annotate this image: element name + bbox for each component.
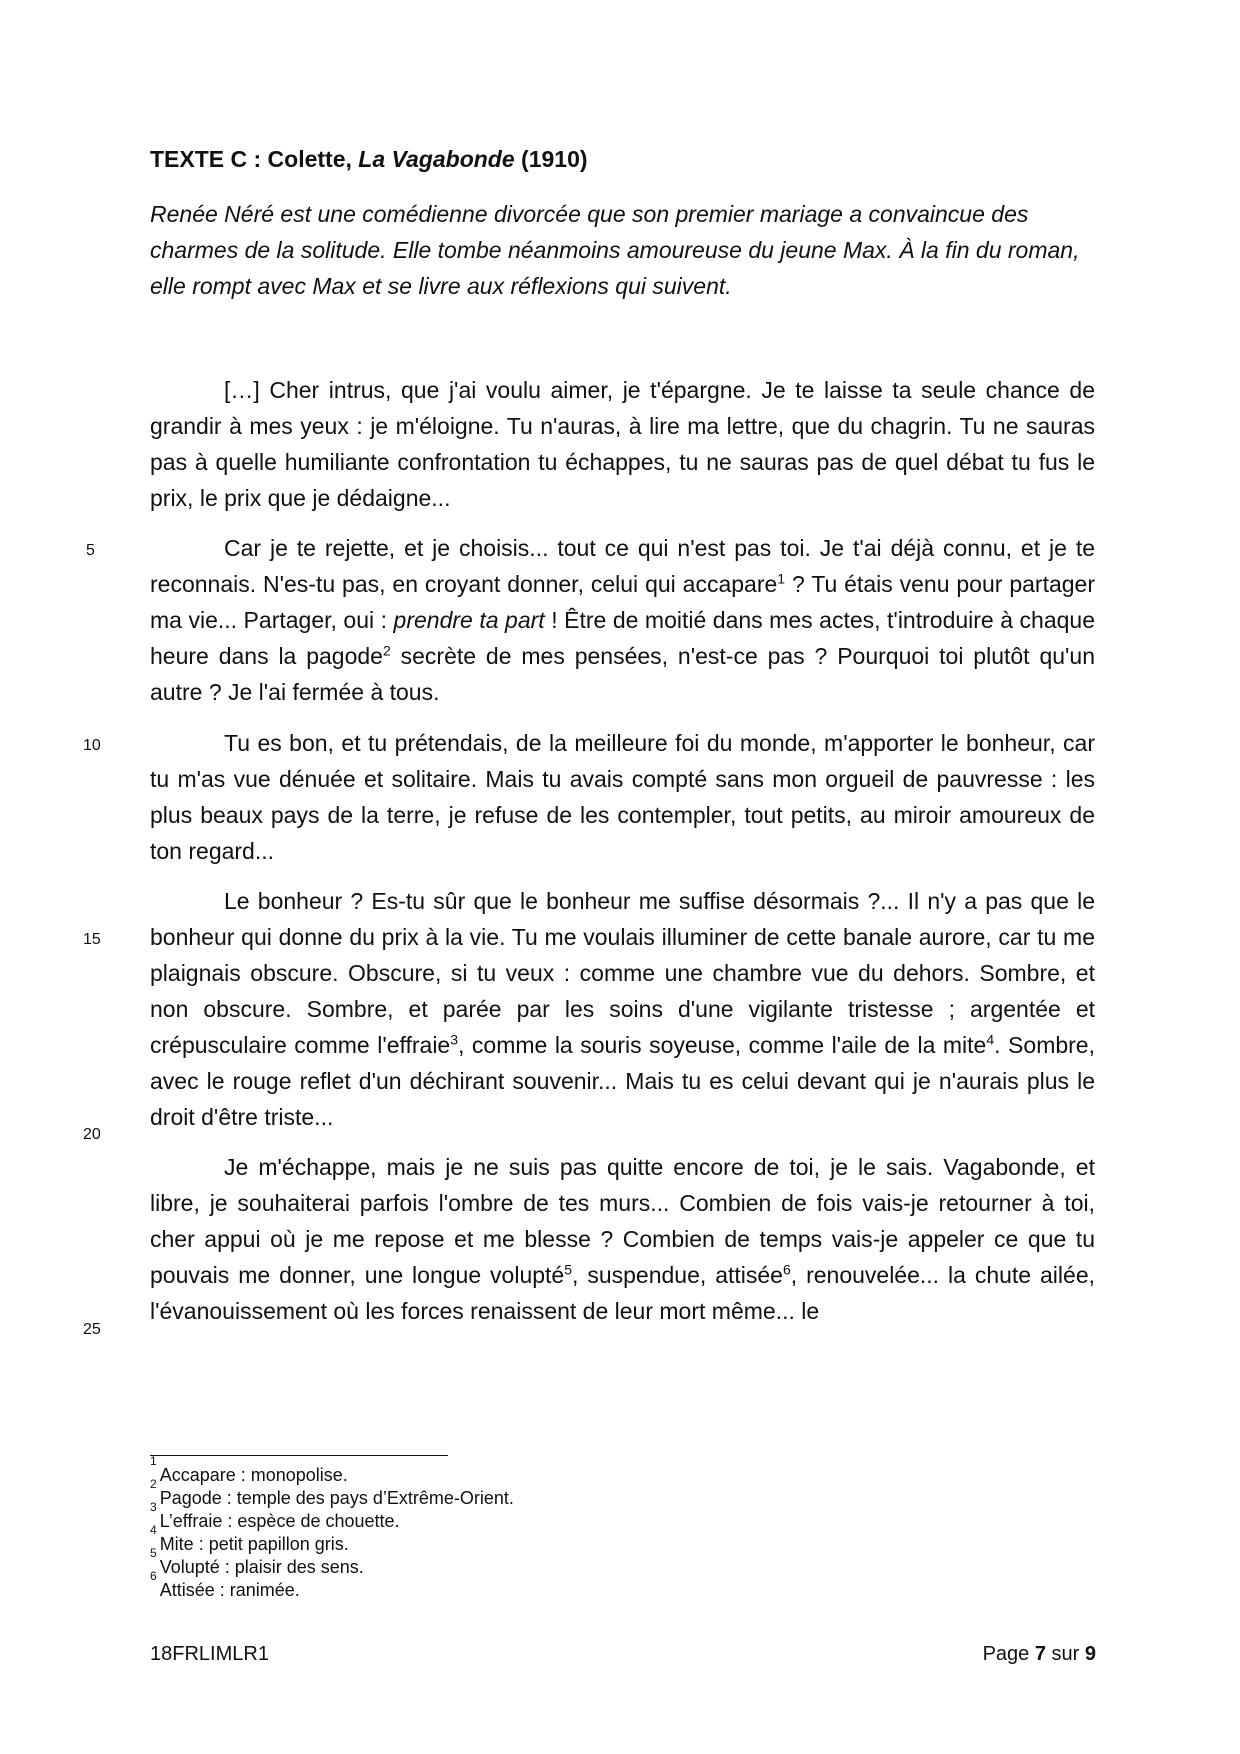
paragraph-4-text-b: , comme la souris soyeuse, comme l'aile de la mite bbox=[458, 1032, 987, 1058]
title-prefix: TEXTE C : Colette, bbox=[150, 146, 359, 172]
footnote-num: 5 bbox=[150, 1546, 157, 1560]
footnote-ref-1: 1 bbox=[777, 570, 786, 587]
footnote-text: L’effraie : espèce de chouette. bbox=[159, 1511, 400, 1531]
intro-paragraph: Renée Néré est une comédienne divorcée que son premier mariage a convaincue des charmes de la solitude. Elle tombe néanmoins amoureuse du jeune Max. À la fin du roman, elle rompt avec Max et se livre aux réflexions qui suivent. bbox=[150, 201, 1080, 299]
line-number-20: 20 bbox=[83, 1126, 101, 1143]
paragraph-2 bbox=[150, 530, 1095, 710]
footnote-text: Mite : petit papillon gris. bbox=[159, 1534, 349, 1554]
page-indicator bbox=[983, 1643, 1096, 1666]
page-current: 7 bbox=[1034, 1643, 1046, 1665]
paragraph-3 bbox=[150, 725, 1095, 869]
footnotes bbox=[150, 1454, 514, 1602]
line-number-15: 15 bbox=[83, 931, 101, 948]
footnote-item bbox=[150, 1546, 514, 1579]
footnote-ref-6: 6 bbox=[782, 1261, 791, 1278]
footnote-num: 3 bbox=[150, 1500, 157, 1514]
footnote-item bbox=[150, 1454, 514, 1487]
footnote-num: 2 bbox=[150, 1477, 157, 1491]
paragraph-2-text-d: ! Être de moitié dans mes actes, t'introduire à chaque heure dans la pagode bbox=[150, 607, 1095, 669]
paragraph-3-text: Tu es bon, et tu prétendais, de la meilleure foi du monde, m'apporter le bonheur, car tu m'as vue dénuée et solitaire. Mais tu avais compté sans mon orgueil de pauvresse : les plus beaux pays de la terre, je refuse de les contempler, tout petits, au miroir amoureux de ton regard... bbox=[150, 730, 1095, 864]
paragraph-2-text-a: Car je te rejette, et je choisis... tout ce qui n'est pas toi. Je t'ai déjà connu, et je te reconnais. N'es-tu pas, en croyant donner, celui qui accapare bbox=[150, 535, 1095, 597]
footnote-item bbox=[150, 1500, 514, 1533]
footnote-num: 4 bbox=[150, 1523, 157, 1537]
paragraph-5-text-a: Je m'échappe, mais je ne suis pas quitte encore de toi, je le sais. Vagabonde, et libre, je souhaiterai parfois l'ombre de tes murs... Combien de fois vais-je retourner à toi, cher appui où je me repose et me blesse ? Combien de temps vais-je appeler ce que tu pouvais me donner, une longue volupté bbox=[150, 1154, 1095, 1288]
footnote-ref-3: 3 bbox=[450, 1031, 459, 1048]
document-title bbox=[150, 146, 588, 173]
footnote-ref-4: 4 bbox=[986, 1031, 995, 1048]
footnote-separator bbox=[150, 1455, 448, 1456]
paragraph-1-text: […] Cher intrus, que j'ai voulu aimer, je t'épargne. Je te laisse ta seule chance de grandir à mes yeux : je m'éloigne. Tu n'auras, à lire ma lettre, que du chagrin. Tu ne sauras pas à quelle humiliante confrontation tu échappes, tu ne sauras pas de quel débat tu fus le prix, le prix que je dédaigne... bbox=[150, 377, 1095, 511]
footnote-num: 1 bbox=[150, 1454, 157, 1468]
document-code: 18FRLIMLR1 bbox=[150, 1643, 269, 1665]
footnote-text: Pagode : temple des pays d’Extrême-Orient. bbox=[159, 1488, 514, 1508]
paragraph-4-text-c: . Sombre, avec le rouge reflet d'un déchirant souvenir... Mais tu es celui devant qui je n'aurais plus le droit d'être triste... bbox=[150, 1032, 1095, 1130]
footnote-text: Accapare : monopolise. bbox=[159, 1465, 348, 1485]
footnote-item bbox=[150, 1569, 514, 1602]
footnote-text: Volupté : plaisir des sens. bbox=[159, 1557, 364, 1577]
paragraph-5 bbox=[150, 1149, 1095, 1329]
footnote-item bbox=[150, 1477, 514, 1510]
paragraph-1 bbox=[150, 372, 1095, 516]
paragraph-2-text-b: ? Tu étais venu pour partager ma vie... Partager, oui : bbox=[150, 571, 1095, 633]
line-number-5: 5 bbox=[86, 542, 95, 559]
paragraph-2-italic: prendre ta part bbox=[393, 607, 545, 633]
footnote-num: 6 bbox=[150, 1569, 157, 1583]
footnote-ref-5: 5 bbox=[564, 1261, 573, 1278]
footnote-item bbox=[150, 1523, 514, 1556]
paragraph-4-text-a: Le bonheur ? Es-tu sûr que le bonheur me suffise désormais ?... Il n'y a pas que le bonheur qui donne du prix à la vie. Tu me voulais illuminer de cette banale aurore, car tu me plaignais obscure. Obscure, si tu veux : comme une chambre vue du dehors. Sombre, et non obscure. Sombre, et parée par les soins d'une vigilante tristesse ; argentée et crépusculaire comme l'effraie bbox=[150, 888, 1095, 1058]
title-year: (1910) bbox=[514, 146, 588, 172]
paragraph-5-text-c: , renouvelée... la chute ailée, l'évanouissement où les forces renaissent de leur mort même... le bbox=[150, 1262, 1095, 1324]
title-work: La Vagabonde bbox=[358, 146, 515, 172]
paragraph-2-text-e: secrète de mes pensées, n'est-ce pas ? Pourquoi toi plutôt qu'un autre ? Je l'ai fermée à tous. bbox=[150, 643, 1095, 705]
page-word: Page bbox=[982, 1643, 1035, 1665]
footnote-ref-2: 2 bbox=[382, 642, 391, 659]
line-number-25: 25 bbox=[83, 1321, 101, 1338]
paragraph-4 bbox=[150, 883, 1095, 1135]
paragraph-5-text-b: , suspendue, attisée bbox=[572, 1262, 783, 1288]
footnote-text: Attisée : ranimée. bbox=[159, 1580, 300, 1600]
page-sep: sur bbox=[1045, 1643, 1085, 1665]
line-number-10: 10 bbox=[83, 737, 101, 754]
page-total: 9 bbox=[1084, 1643, 1096, 1665]
